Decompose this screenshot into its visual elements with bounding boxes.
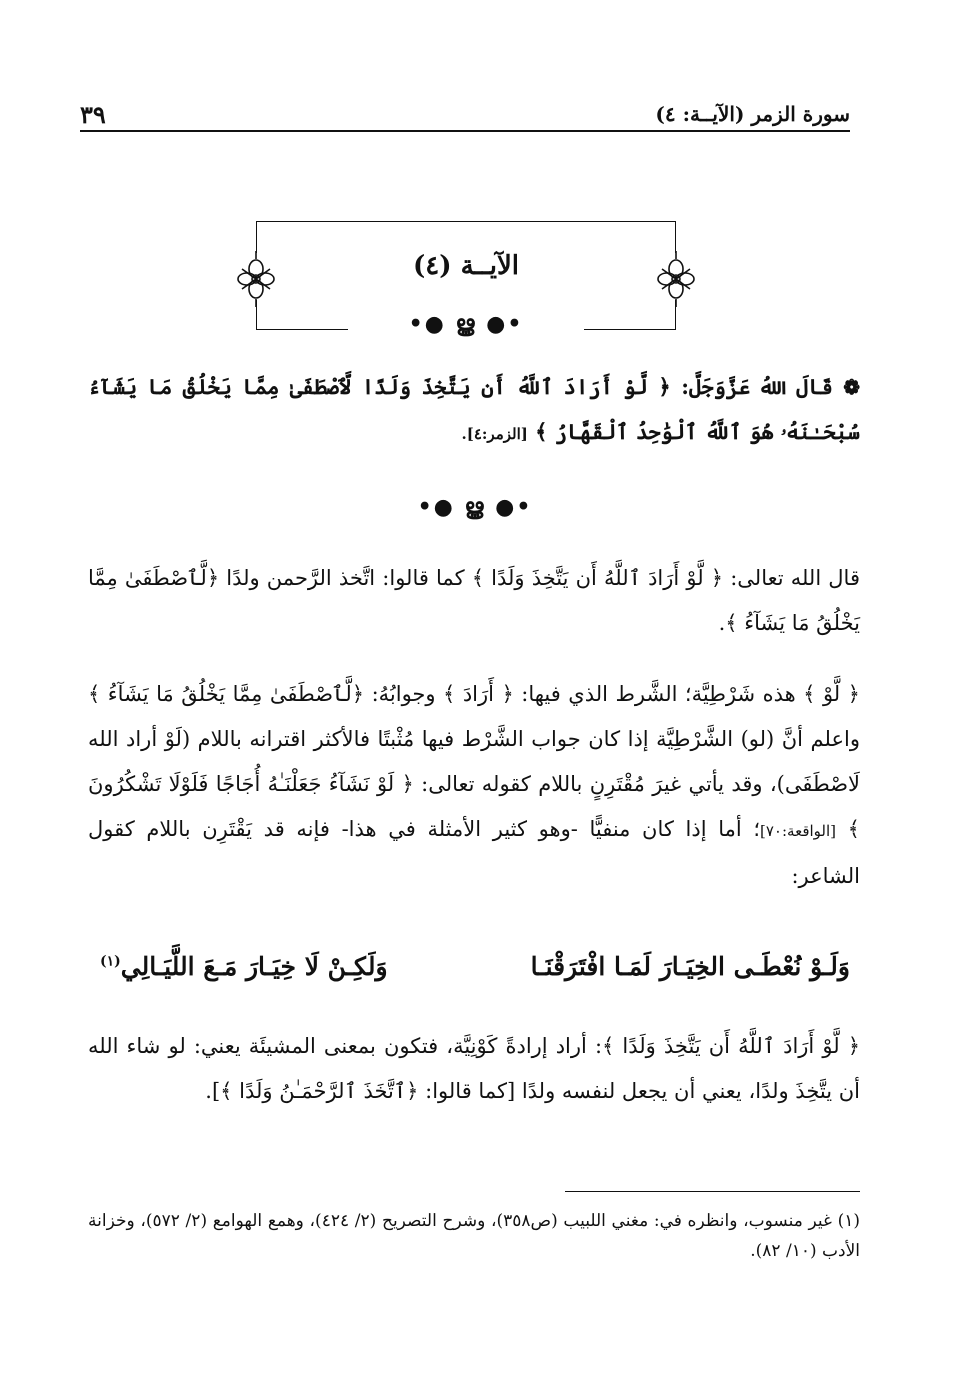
section-divider: •● ൠ ●• [417, 494, 533, 520]
page-header [80, 100, 850, 128]
running-head: سورة الزمر (الآيــة: ٤) [655, 102, 850, 126]
poem-hemistich-1: وَلَـوْ نُعْطَـى الخِيَـارَ لَمَـا افْتَرَقْنَـا [530, 952, 850, 981]
footnote-rule [565, 1191, 860, 1192]
paragraph-2 [88, 672, 860, 899]
verse-block [88, 364, 860, 457]
flower-ornament-icon: ❁ [832, 374, 860, 399]
verse-reference: [الزمر:٤]. [461, 425, 528, 443]
footnote: (١) غير منسوب، وانظره في: مغني اللبيب (ص٣٥٨)، وشرح التصريح (٢/ ٤٢٤)، وهمع الهوامع (٢/ ٥٧٢)، وخزانة الأدب (١٠/ ٨٢). [88, 1211, 860, 1261]
paragraph-1: قال الله تعالى: ﴿ لَّوْ أَرَادَ ٱللَّهُ أَن يَتَّخِذَ وَلَدًا ﴾ كما قالوا: اتَّخذ الرَّحمن ولدًا ﴿لَّٱصْطَفَىٰ مِمَّا يَخْلُقُ مَا يَشَآءُ ﴾. [88, 566, 860, 635]
poem-verse [100, 952, 850, 1000]
section-title-frame [256, 221, 676, 337]
page-number: ٣٩ [80, 100, 106, 129]
paragraph-3: ﴿ لَّوْ أَرَادَ ٱللَّهُ أَن يَتَّخِذَ وَلَدًا ﴾: أراد إرادةً كَوْنِيَّة، فتكون بمعنى المشيئَة يعني: لو شاء الله أن يتَّخِذَ ولدًا، يعني أن يجعل لنفسه ولدًا [كما قالوا: ﴿ٱتَّخَذَ ٱلرَّحْمَـٰنُ وَلَدًا ﴾]. [88, 1034, 860, 1103]
paragraph-2-reference: [الواقعة:٧٠] [760, 822, 837, 840]
header-rule [80, 130, 850, 132]
poem-hemistich-2: وَلَكِـنْ لَا خِيَـارَ مَـعَ اللَّيَـالِي$^{(١)}$ [100, 952, 388, 981]
paragraph-2-tail: ؛ أما إذا كان منفيًّا -وهو كثير الأمثلة في هذا- فإنه قد يَقْتَرِن باللام كقول الشاعر: [88, 817, 860, 888]
title-ornament: •● ൠ ●• [408, 311, 524, 337]
verse-text: قَالَ اللهُ عَزَّوَجَلَّ: ﴿ لَّوْ أَرَادَ ٱللَّهُ أَن يَتَّخِذَ وَلَدًا لَّٱصْطَفَىٰ مِمَّا يَخْلُقُ مَا يَشَآءُ سُبْحَـٰنَهُۥ هُوَ ٱللَّهُ ٱلْوَٰحِدُ ٱلْقَهَّارُ ﴾ [88, 374, 860, 444]
paragraph-2-text: ﴿ لَّوْ ﴾ هذه شَرْطِيَّة؛ الشَّرط الذي فيها: ﴿ أَرَادَ ﴾ وجوابُهُ: ﴿لَّٱصْطَفَىٰ مِمَّا يَخْلُقُ مَا يَشَآءُ ﴾ واعلم أنَّ (لو) الشَّرْطِيَّة إذا كان جواب الشَّرْط فيها مُثْبتًا فالأكثر اقترانه باللام (لَوْ أراد الله لَاصْطَفَى)، وقد يأتي غيرَ مُقْتَرِنٍ باللام كقوله تعالى: ﴿ لَوْ نَشَآءُ جَعَلْنَـٰهُ أُجَاجًا فَلَوْلَا تَشْكُرُونَ ﴾ [88, 682, 860, 841]
section-title: الآيــة (٤) [412, 251, 520, 281]
footnote-marker: (١) [100, 953, 121, 970]
